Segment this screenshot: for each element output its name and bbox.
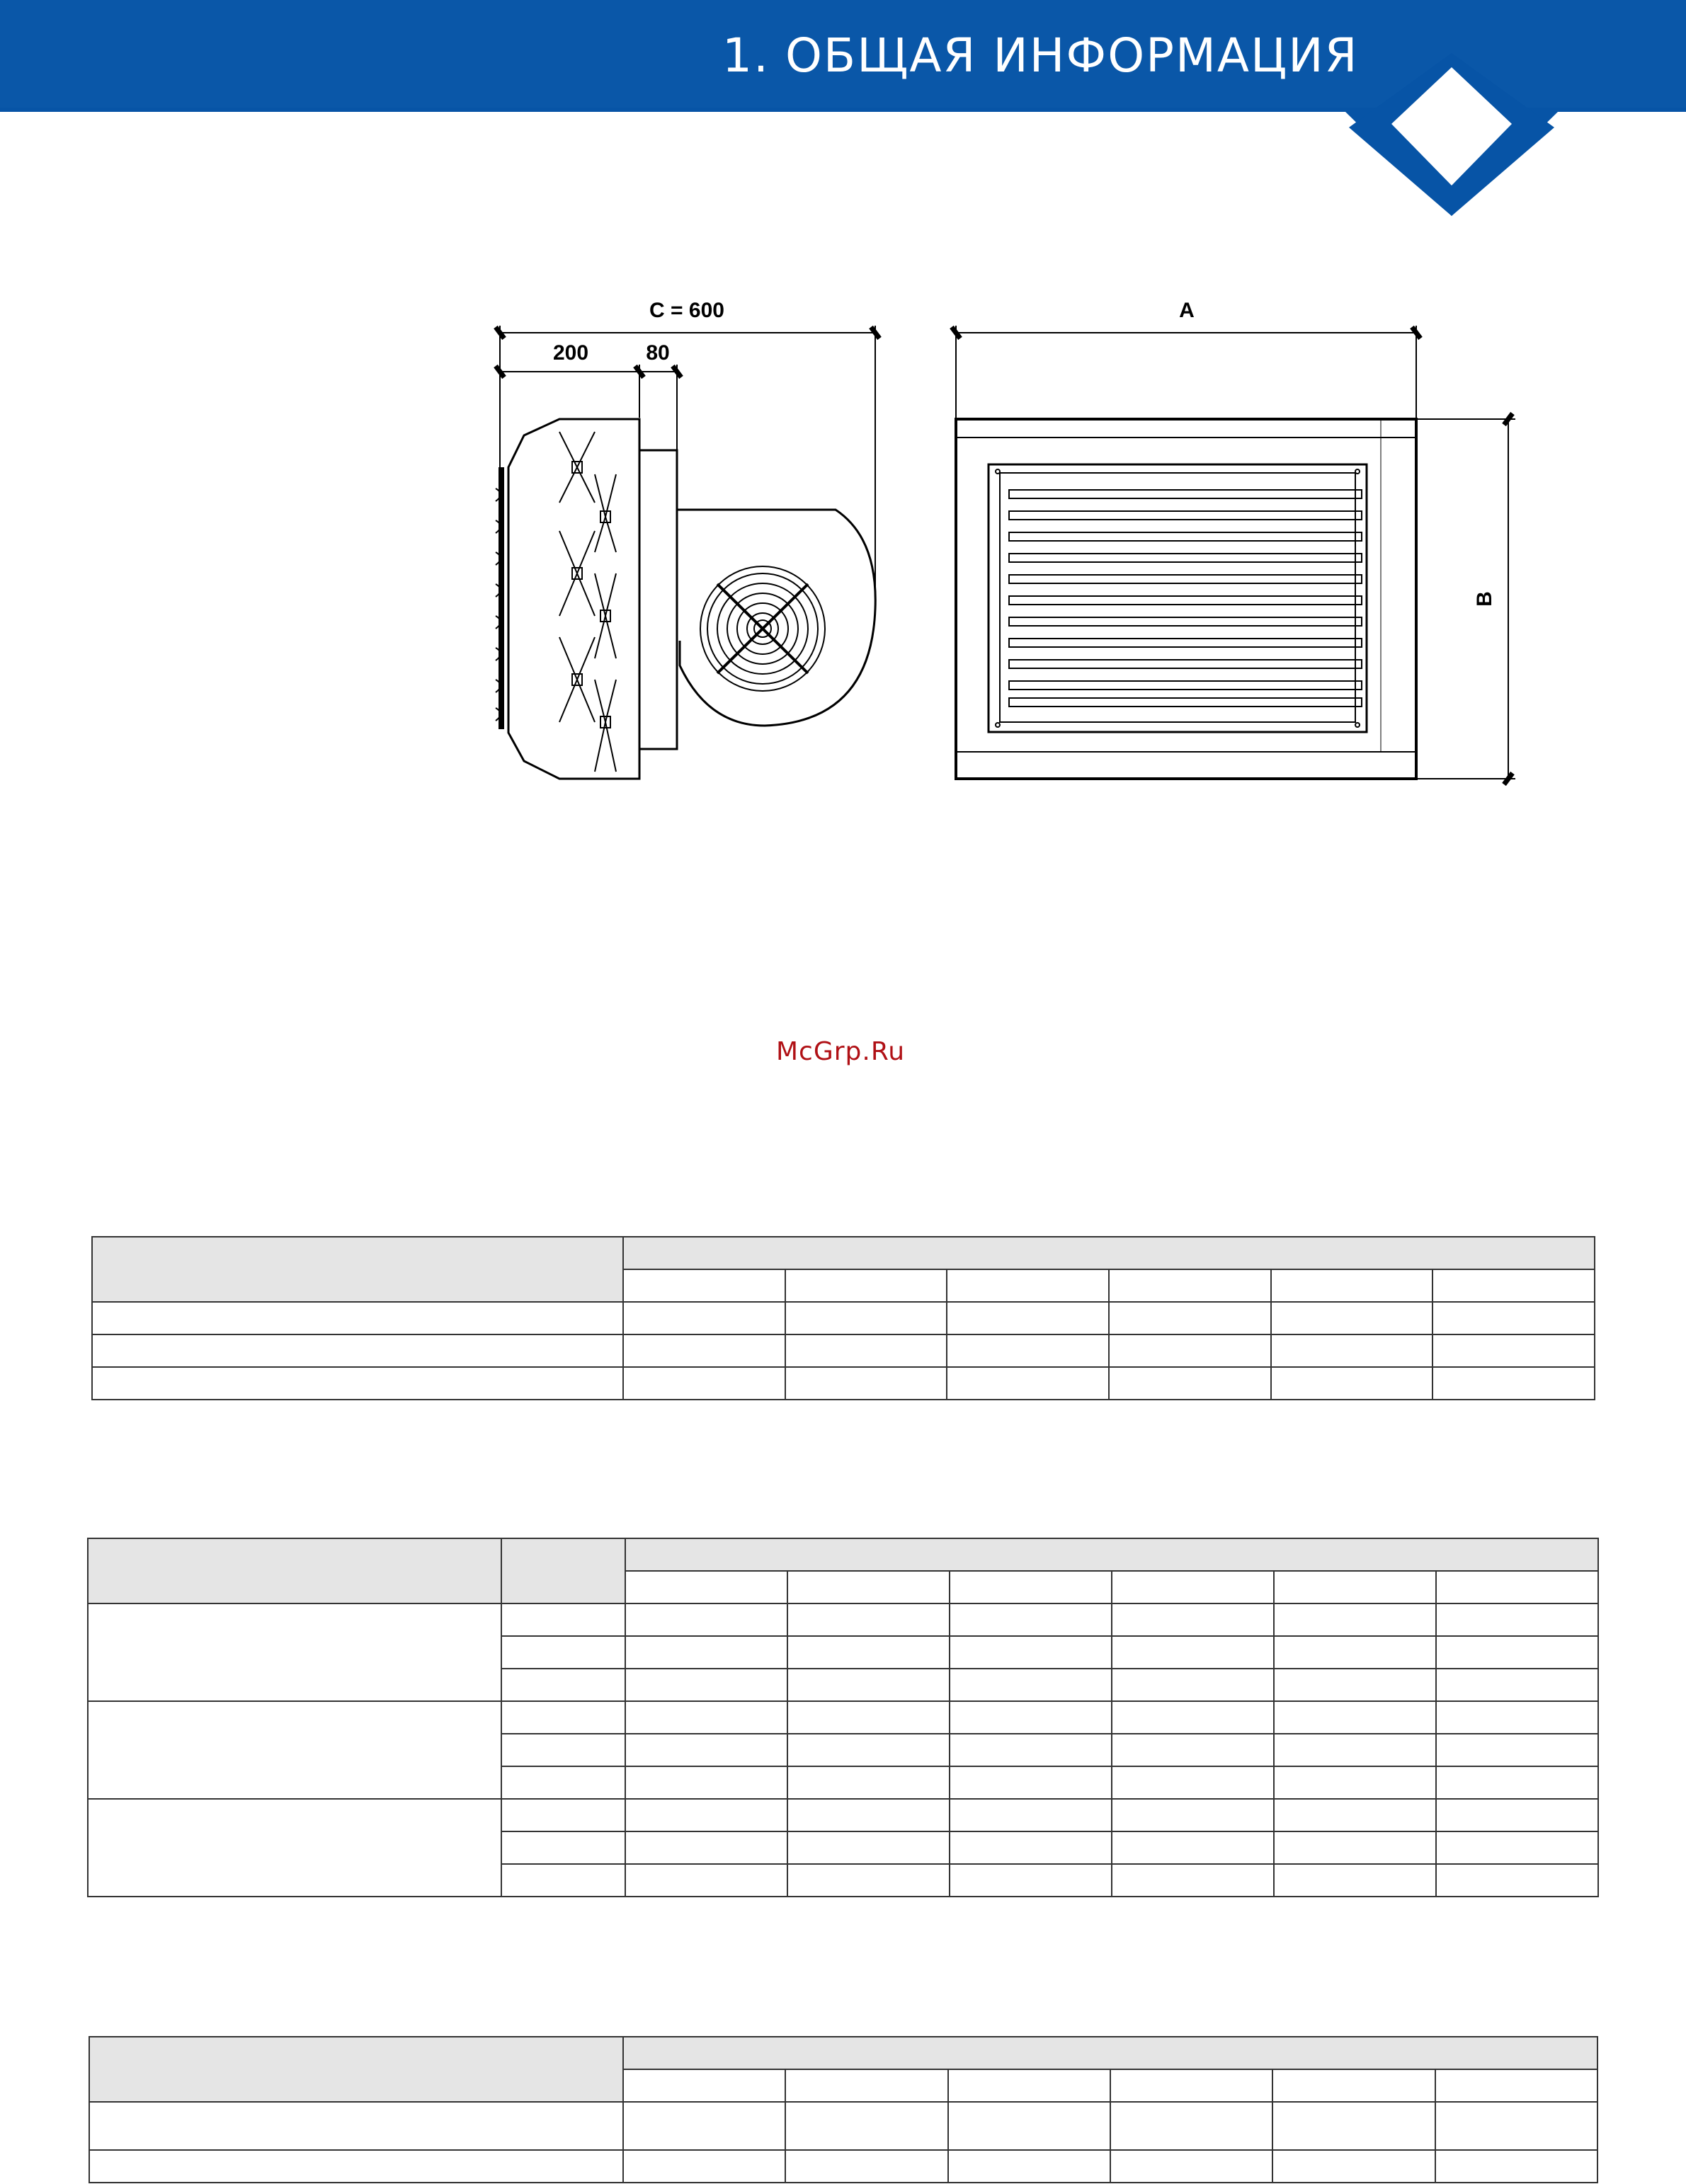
section-number: 1. bbox=[722, 28, 770, 83]
header-banner bbox=[0, 0, 1686, 113]
table-cell bbox=[88, 1538, 501, 1603]
table-row bbox=[92, 1302, 1595, 1334]
table-cell bbox=[89, 2037, 623, 2102]
dim-label-b: B bbox=[1473, 591, 1496, 607]
dim-label-a: A bbox=[1179, 299, 1195, 322]
table-1 bbox=[91, 1236, 1595, 1400]
section-title: ОБЩАЯ ИНФОРМАЦИЯ bbox=[785, 28, 1359, 83]
table-cell bbox=[1109, 1269, 1271, 1302]
table-cell bbox=[785, 1269, 947, 1302]
table-cell bbox=[947, 1269, 1109, 1302]
watermark: McGrp.Ru bbox=[776, 1037, 906, 1066]
table-cell bbox=[625, 1538, 1598, 1571]
dim-label-80: 80 bbox=[646, 341, 670, 365]
table-row bbox=[88, 1799, 1598, 1831]
table-cell bbox=[623, 1237, 1595, 1269]
table-row bbox=[89, 2102, 1597, 2150]
dim-label-c: C = 600 bbox=[649, 299, 724, 322]
unit-drawing bbox=[453, 283, 1544, 807]
table-cell bbox=[501, 1538, 625, 1603]
table-2 bbox=[87, 1538, 1599, 1897]
table-cell bbox=[623, 1269, 785, 1302]
page-title bbox=[722, 28, 1359, 83]
table-cell bbox=[1432, 1269, 1595, 1302]
dim-label-200: 200 bbox=[552, 341, 589, 365]
table-cell bbox=[623, 2037, 1597, 2069]
table-cell bbox=[1271, 1269, 1433, 1302]
table-row bbox=[88, 1603, 1598, 1636]
table-3 bbox=[89, 2036, 1598, 2183]
table-cell bbox=[92, 1237, 623, 1302]
table-row bbox=[89, 2150, 1597, 2183]
table-row bbox=[92, 1334, 1595, 1367]
table-row bbox=[92, 1367, 1595, 1400]
table-row bbox=[88, 1701, 1598, 1734]
